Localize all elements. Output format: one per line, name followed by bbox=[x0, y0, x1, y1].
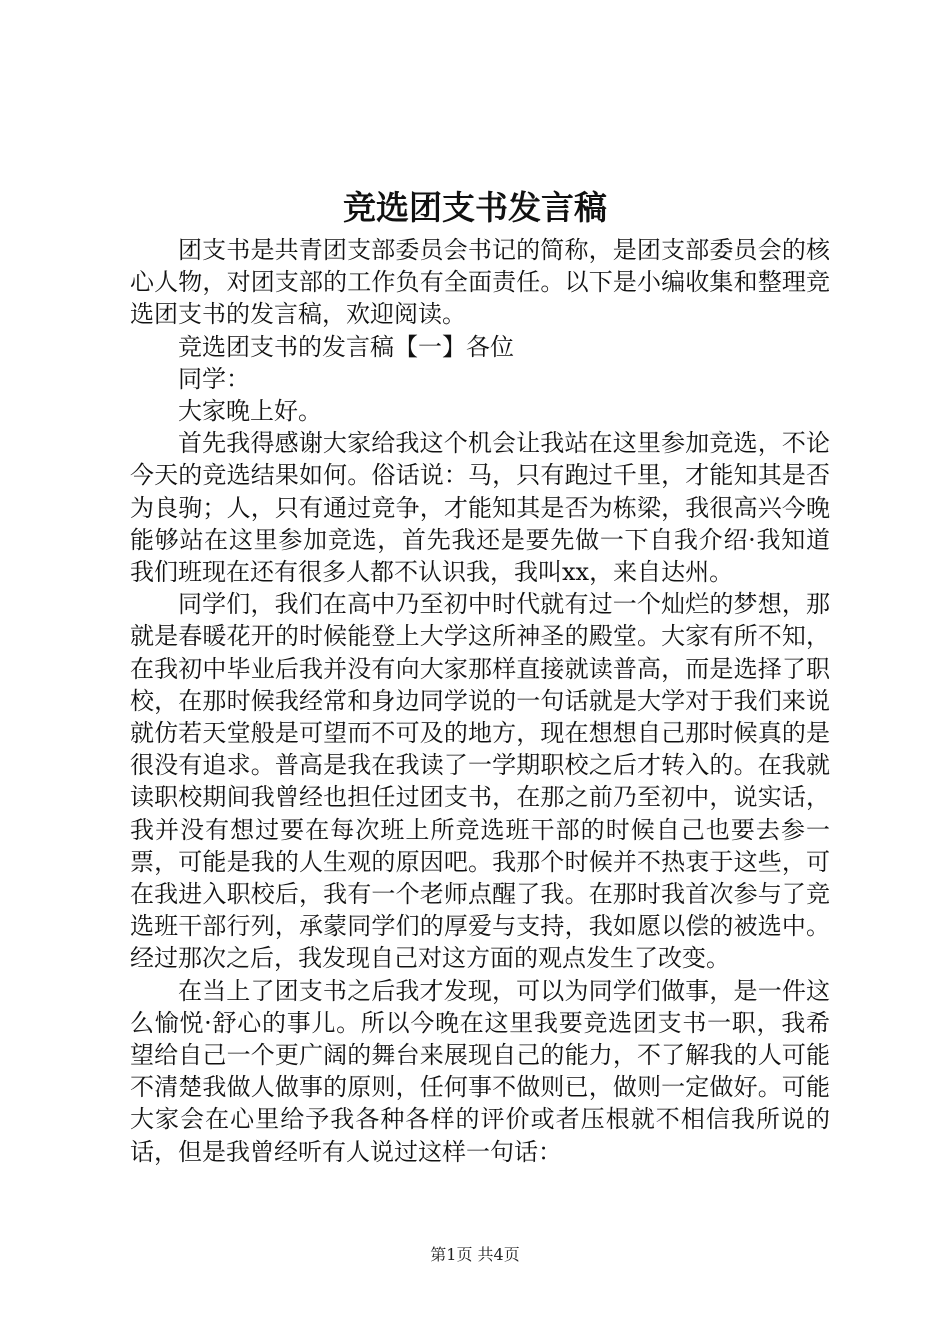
paragraph-intro: 团支书是共青团支部委员会书记的简称，是团支部委员会的核心人物，对团支部的工作负有全面责任。以下是小编收集和整理竞选团支书的发言稿，欢迎阅读。 bbox=[130, 236, 830, 329]
paragraph-greeting: 大家晚上好。 bbox=[178, 397, 322, 426]
paragraph-salutation: 同学： bbox=[178, 364, 250, 393]
paragraph-self-introduction: 首先我得感谢大家给我这个机会让我站在这里参加竞选，不论今天的竞选结果如何。俗话说：马，只有跑过千里，才能知其是否为良驹；人，只有通过竞争，才能知其是否为栋梁，我很高兴今晚能够站在这里参加竞选，首先我还是要先做一下自我介绍·我知道我们班现在还有很多人都不认识我，我叫xx，来自达州。 bbox=[130, 429, 830, 587]
paragraph-motivation: 在当上了团支书之后我才发现，可以为同学们做事，是一件这么愉悦·舒心的事儿。所以今晚在这里我要竞选团支书一职，我希望给自己一个更广阔的舞台来展现自己的能力，不了解我的人可能不清楚我做人做事的原则，任何事不做则已，做则一定做好。可能大家会在心里给予我各种各样的评价或者压根就不相信我所说的话，但是我曾经听有人说过这样一句话： bbox=[130, 976, 830, 1166]
page-footer: 第1页 共4页 bbox=[430, 1245, 520, 1264]
document-title: 竞选团支书发言稿 bbox=[343, 188, 607, 227]
document-body bbox=[130, 234, 830, 1168]
paragraph-speech-heading: 竞选团支书的发言稿【一】各位 bbox=[178, 332, 514, 361]
paragraph-background: 同学们，我们在高中乃至初中时代就有过一个灿烂的梦想，那就是春暖花开的时候能登上大学这所神圣的殿堂。大家有所不知，在我初中毕业后我并没有向大家那样直接就读普高，而是选择了职校，在那时候我经常和身边同学说的一句话就是大学对于我们来说就仿若天堂般是可望而不可及的地方，现在想想自己那时候真的是很没有追求。普高是我在我读了一学期职校之后才转入的。在我就读职校期间我曾经也担任过团支书，在那之前乃至初中，说实话，我并没有想过要在每次班上所竞选班干部的时候自己也要去参一票，可能是我的人生观的原因吧。我那个时候并不热衷于这些，可在我进入职校后，我有一个老师点醒了我。在那时我首次参与了竞选班干部行列，承蒙同学们的厚爱与支持，我如愿以偿的被选中。经过那次之后，我发现自己对这方面的观点发生了改变。 bbox=[130, 590, 830, 973]
